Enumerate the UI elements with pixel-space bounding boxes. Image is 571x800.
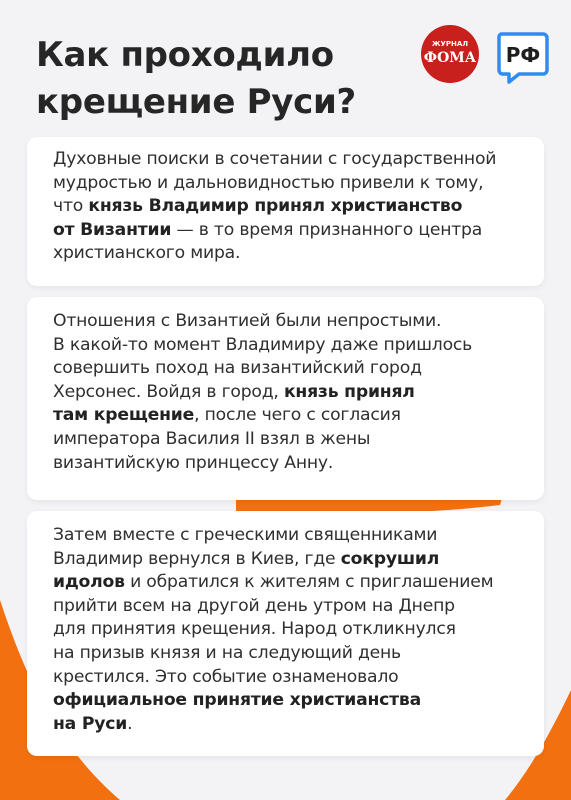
text-segment: , после чего с согласия bbox=[194, 405, 401, 426]
text-segment: Отношения с Византией были непростыми. bbox=[53, 311, 442, 331]
card-text-line bbox=[53, 428, 530, 452]
card-text-line bbox=[53, 452, 530, 476]
info-card-2 bbox=[27, 297, 544, 500]
text-segment: совершить поход на византийский город bbox=[53, 358, 422, 379]
card-text-line bbox=[53, 618, 530, 642]
card-text-line bbox=[53, 310, 530, 334]
bold-text-segment: князь Владимир принял христианство bbox=[88, 196, 463, 217]
rf-logo-text: РФ bbox=[505, 43, 541, 67]
text-segment: Затем вместе с греческими священниками bbox=[53, 525, 438, 545]
text-segment: Владимир вернулся в Киев, где bbox=[53, 548, 341, 569]
card-text-line bbox=[53, 571, 530, 595]
info-card-3 bbox=[27, 511, 544, 756]
text-segment: императора Василия II взял в жены bbox=[53, 428, 371, 449]
text-segment: для принятия крещения. Народ откликнулся bbox=[53, 619, 456, 640]
rf-logo bbox=[495, 30, 549, 84]
bold-text-segment: официальное принятие христианства bbox=[53, 690, 421, 711]
foma-magazine-logo bbox=[420, 24, 480, 84]
text-segment: на призыв князя и на следующий день bbox=[53, 642, 401, 663]
bold-text-segment: на Руси bbox=[53, 713, 128, 734]
text-segment: крестился. Это событие ознаменовало bbox=[53, 666, 399, 687]
text-segment: византийскую принцессу Анну. bbox=[53, 452, 334, 473]
card-text-line bbox=[53, 334, 530, 358]
text-segment: христианского мира. bbox=[53, 243, 241, 264]
foma-logo-small-text: ЖУРНАЛ bbox=[431, 40, 469, 48]
bold-text-segment: идолов bbox=[53, 572, 125, 593]
title-line-2: крещение Руси? bbox=[36, 82, 356, 122]
card-text-line bbox=[53, 242, 530, 266]
foma-logo-big-text: ФОМА bbox=[423, 50, 477, 66]
page-title bbox=[36, 32, 356, 126]
bold-text-segment: сокрушил bbox=[340, 548, 440, 569]
bold-text-segment: там крещение bbox=[53, 405, 195, 426]
card-text-line bbox=[53, 404, 530, 428]
card-text-line bbox=[53, 219, 530, 243]
text-segment: мудростью и дальновидностью привели к тому, bbox=[53, 172, 484, 193]
card-text-line bbox=[53, 357, 530, 381]
card-text-line bbox=[53, 548, 530, 572]
card-text-line bbox=[53, 172, 530, 196]
card-text-line bbox=[53, 381, 530, 405]
bold-text-segment: князь принял bbox=[283, 381, 415, 402]
card-text-line bbox=[53, 524, 530, 548]
card-text-line bbox=[53, 642, 530, 666]
text-segment: — в то время признанного центра bbox=[171, 219, 483, 240]
text-segment: Духовные поиски в сочетании с государственной bbox=[53, 149, 497, 169]
info-card-1 bbox=[27, 137, 544, 286]
text-segment: прийти всем на другой день утром на Днепр bbox=[53, 595, 455, 616]
text-segment: . bbox=[127, 713, 133, 734]
text-segment: что bbox=[53, 196, 89, 217]
card-text-line bbox=[53, 595, 530, 619]
text-segment: и обратился к жителям с приглашением bbox=[124, 572, 494, 593]
title-line-1: Как проходило bbox=[36, 35, 334, 75]
card-text-line bbox=[53, 689, 530, 713]
text-segment: Херсонес. Войдя в город, bbox=[53, 381, 284, 402]
text-segment: В какой-то момент Владимиру даже пришлось bbox=[53, 334, 473, 355]
card-text-line bbox=[53, 195, 530, 219]
card-text-line bbox=[53, 666, 530, 690]
card-text-line bbox=[53, 148, 530, 172]
bold-text-segment: от Византии bbox=[53, 219, 172, 240]
card-text-line bbox=[53, 713, 530, 737]
